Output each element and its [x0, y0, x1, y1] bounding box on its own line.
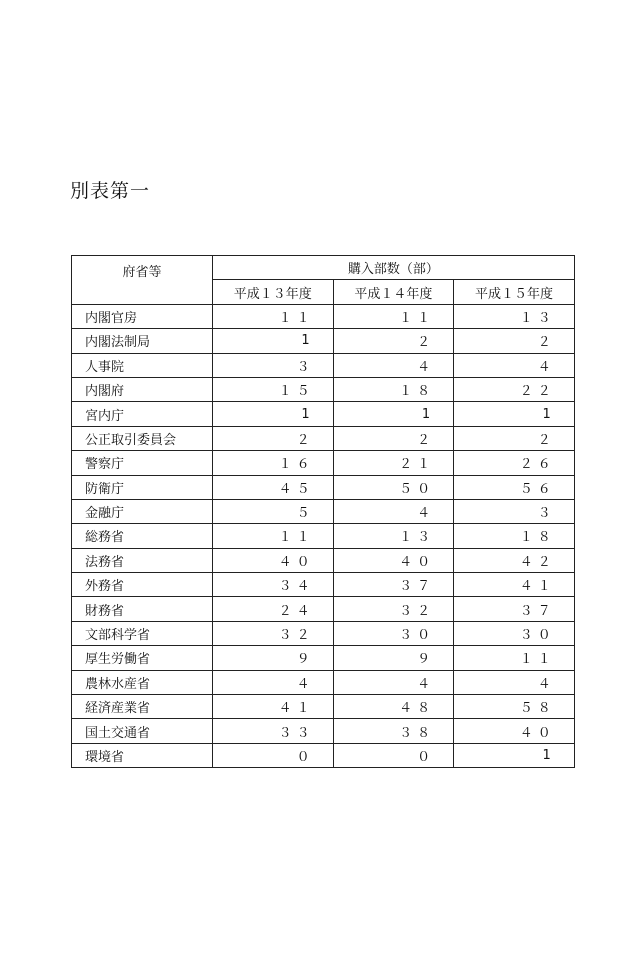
org-name-cell: 公正取引委員会 — [72, 426, 213, 450]
table-row — [72, 743, 575, 767]
table-row — [72, 475, 575, 499]
org-name-cell: 内閣官房 — [72, 304, 213, 328]
table-row — [72, 329, 575, 353]
purchase-count-cell: 1 — [213, 402, 334, 426]
purchase-count-group-header: 購入部数（部） — [213, 256, 575, 280]
purchase-count-cell: ２４ — [213, 597, 334, 621]
purchase-count-cell: ３７ — [454, 597, 575, 621]
table-row — [72, 524, 575, 548]
purchase-count-cell: ４ — [454, 670, 575, 694]
purchase-count-cell: ４５ — [213, 475, 334, 499]
purchase-count-cell: ３２ — [333, 597, 454, 621]
org-name-cell: 法務省 — [72, 548, 213, 572]
table-row — [72, 670, 575, 694]
purchase-count-table — [71, 255, 575, 768]
table-row — [72, 451, 575, 475]
purchase-count-cell: ５ — [213, 499, 334, 523]
org-name-cell: 総務省 — [72, 524, 213, 548]
purchase-count-cell: ２ — [333, 426, 454, 450]
purchase-count-cell: ２ — [454, 426, 575, 450]
table-row — [72, 499, 575, 523]
table-row — [72, 377, 575, 401]
purchase-count-cell: ４ — [333, 499, 454, 523]
purchase-count-cell: １５ — [213, 377, 334, 401]
purchase-count-cell: ３３ — [213, 719, 334, 743]
org-column-header: 府省等 — [72, 256, 213, 305]
purchase-count-cell: １１ — [454, 646, 575, 670]
org-name-cell: 内閣法制局 — [72, 329, 213, 353]
purchase-count-cell: ５６ — [454, 475, 575, 499]
table-row — [72, 719, 575, 743]
purchase-count-cell: ４０ — [333, 548, 454, 572]
table-row — [72, 353, 575, 377]
table-row — [72, 695, 575, 719]
purchase-count-cell: １８ — [454, 524, 575, 548]
purchase-count-cell: ４１ — [213, 695, 334, 719]
table-row — [72, 548, 575, 572]
org-name-cell: 外務省 — [72, 573, 213, 597]
purchase-count-cell: ２２ — [454, 377, 575, 401]
purchase-count-cell: １３ — [333, 524, 454, 548]
purchase-count-cell: ９ — [213, 646, 334, 670]
table-row — [72, 573, 575, 597]
purchase-count-cell: ２ — [213, 426, 334, 450]
table-header-row-1 — [72, 256, 575, 280]
purchase-count-cell: ３０ — [333, 621, 454, 645]
purchase-count-cell: １８ — [333, 377, 454, 401]
page-title: 別表第一 — [70, 180, 151, 202]
purchase-count-cell: １１ — [213, 524, 334, 548]
purchase-count-cell: ４ — [213, 670, 334, 694]
purchase-count-cell: ３７ — [333, 573, 454, 597]
purchase-count-cell: ４８ — [333, 695, 454, 719]
purchase-count-cell: ３４ — [213, 573, 334, 597]
org-name-cell: 農林水産省 — [72, 670, 213, 694]
table-body — [72, 304, 575, 767]
org-name-cell: 内閣府 — [72, 377, 213, 401]
year-header-h15: 平成１５年度 — [454, 280, 575, 304]
org-name-cell: 文部科学省 — [72, 621, 213, 645]
purchase-count-cell: 1 — [454, 743, 575, 767]
purchase-count-cell: ５０ — [333, 475, 454, 499]
org-name-cell: 経済産業省 — [72, 695, 213, 719]
purchase-count-cell: ９ — [333, 646, 454, 670]
org-name-cell: 人事院 — [72, 353, 213, 377]
table-row — [72, 304, 575, 328]
table-row — [72, 646, 575, 670]
purchase-count-cell: ２６ — [454, 451, 575, 475]
table-row — [72, 621, 575, 645]
org-name-cell: 警察庁 — [72, 451, 213, 475]
year-header-h14: 平成１４年度 — [333, 280, 454, 304]
purchase-count-cell: ３ — [213, 353, 334, 377]
purchase-count-cell: ５８ — [454, 695, 575, 719]
org-name-cell: 宮内庁 — [72, 402, 213, 426]
purchase-count-cell: ０ — [213, 743, 334, 767]
table-row — [72, 426, 575, 450]
purchase-count-cell: １３ — [454, 304, 575, 328]
table-row — [72, 597, 575, 621]
purchase-count-cell: 1 — [454, 402, 575, 426]
purchase-count-cell: ３０ — [454, 621, 575, 645]
purchase-count-cell: ４ — [454, 353, 575, 377]
purchase-count-cell: ３８ — [333, 719, 454, 743]
org-name-cell: 財務省 — [72, 597, 213, 621]
purchase-count-cell: ４０ — [454, 719, 575, 743]
purchase-count-cell: ４１ — [454, 573, 575, 597]
purchase-count-cell: ３ — [454, 499, 575, 523]
purchase-count-cell: ４ — [333, 353, 454, 377]
purchase-count-cell: ４２ — [454, 548, 575, 572]
purchase-count-cell: １１ — [213, 304, 334, 328]
purchase-count-cell: ４０ — [213, 548, 334, 572]
org-name-cell: 厚生労働省 — [72, 646, 213, 670]
org-name-cell: 国土交通省 — [72, 719, 213, 743]
purchase-count-cell: 1 — [213, 329, 334, 353]
purchase-count-cell: ４ — [333, 670, 454, 694]
table-row — [72, 402, 575, 426]
purchase-count-cell: ２ — [333, 329, 454, 353]
purchase-count-cell: ３２ — [213, 621, 334, 645]
purchase-count-cell: ２ — [454, 329, 575, 353]
purchase-count-cell: １１ — [333, 304, 454, 328]
purchase-count-cell: ０ — [333, 743, 454, 767]
purchase-count-cell: 1 — [333, 402, 454, 426]
year-header-h13: 平成１３年度 — [213, 280, 334, 304]
org-name-cell: 環境省 — [72, 743, 213, 767]
org-name-cell: 防衛庁 — [72, 475, 213, 499]
purchase-count-cell: １６ — [213, 451, 334, 475]
purchase-count-cell: ２１ — [333, 451, 454, 475]
org-name-cell: 金融庁 — [72, 499, 213, 523]
